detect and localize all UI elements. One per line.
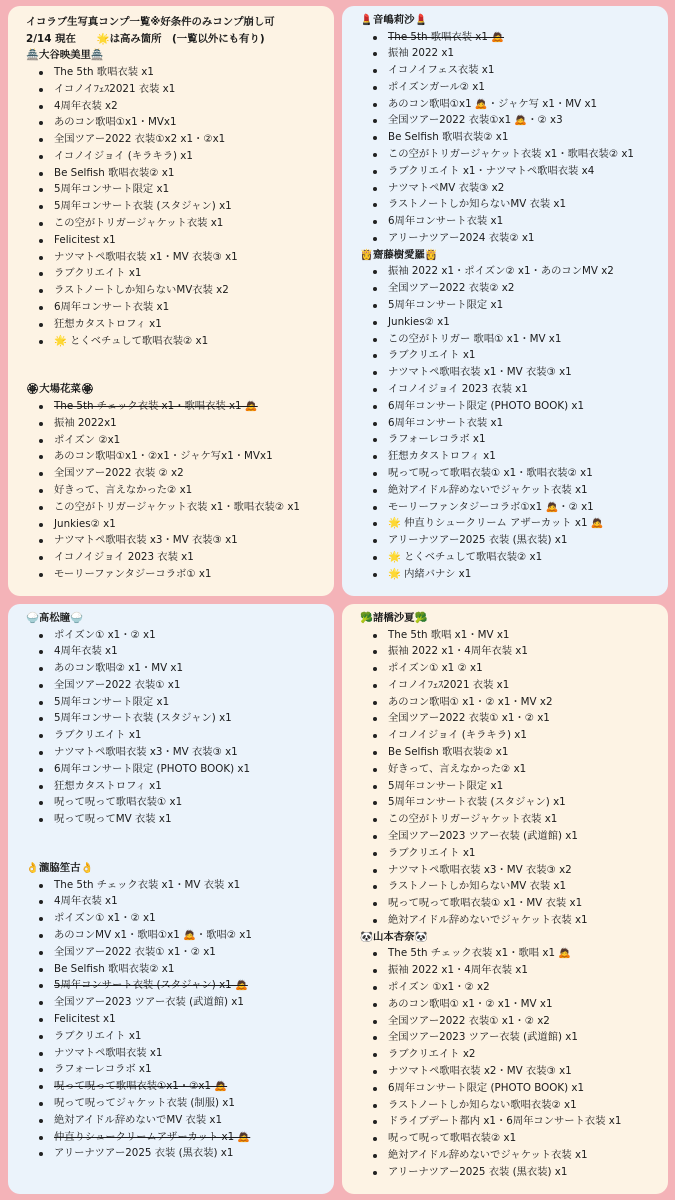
list-date-note: 2/14 現在 🌟は高み箇所 (一覧以外にも有り) — [26, 32, 265, 45]
list-item — [360, 744, 662, 761]
list-item-text: 🌟 とくベチュして歌唱衣装② x1 — [388, 550, 543, 563]
list-item-text: ラストノートしか知らないMV衣装 x2 — [54, 284, 229, 297]
panel-bottom-right — [342, 604, 668, 1194]
list-item-text: 🌟 内緒バナシ x1 — [388, 567, 472, 580]
list-item — [360, 1097, 662, 1114]
list-item — [26, 532, 328, 549]
list-item-text: 全国ツアー2022 衣装② x2 — [388, 282, 515, 295]
list-item — [26, 282, 328, 299]
list-item-text: ラフォーレコラボ x1 — [388, 433, 486, 446]
list-item-text: ナツマトペ歌唱衣装 x3・MV 衣装③ x2 — [388, 863, 572, 876]
list-item — [360, 499, 662, 516]
list-item — [26, 448, 328, 465]
list-item — [26, 232, 328, 249]
list-item-text: ドライブデート都内 x1・6周年コンサート衣装 x1 — [388, 1115, 622, 1128]
list-item — [26, 1011, 328, 1028]
list-item-text: ナツマトペ歌唱衣装 x1・MV 衣装③ x1 — [388, 366, 572, 379]
list-item — [360, 862, 662, 879]
list-item — [360, 62, 662, 79]
list-item-text: ラブクリエイト x1 — [388, 349, 476, 362]
list-item-text: この空がトリガージャケット衣装 x1 — [54, 217, 224, 230]
list-item-text: 全国ツアー2022 衣装① x1・② x1 — [54, 945, 216, 958]
list-item — [26, 811, 328, 828]
item-list — [26, 877, 328, 1163]
list-item-text: この空がトリガージャケット衣装 x1・歌唱衣装② x1 — [388, 148, 634, 161]
member-name: 👌瀧脇笙古👌 — [26, 862, 94, 875]
list-item — [26, 549, 328, 566]
list-item — [26, 249, 328, 266]
list-item-text: ラブクリエイト x1 — [54, 267, 142, 280]
member-name: 🏵大場花菜🏵 — [26, 383, 94, 396]
list-item-text: Be Selfish 歌唱衣装② x1 — [54, 962, 175, 975]
list-item-text: The 5th チェック衣装 x1・歌唱衣装 x1 🙇 — [54, 399, 258, 412]
list-item — [360, 180, 662, 197]
list-item — [26, 566, 328, 583]
list-item — [360, 196, 662, 213]
list-item-text: アリーナツアー2025 衣装 (黒衣装) x1 — [388, 1165, 568, 1178]
list-item-text: The 5th 歌唱衣装 x1 — [54, 65, 154, 78]
list-item — [26, 893, 328, 910]
list-item-text: 6周年コンサート衣装 x1 — [388, 215, 504, 228]
list-item — [26, 299, 328, 316]
list-item — [360, 566, 662, 583]
list-item — [360, 415, 662, 432]
list-item-text: Be Selfish 歌唱衣装② x1 — [388, 746, 509, 759]
list-item — [26, 627, 328, 644]
list-item — [26, 165, 328, 182]
list-item-text: Junkies② x1 — [388, 315, 450, 328]
list-item-text: 呪って呪って歌唱衣装①x1・②x1 🙇 — [54, 1080, 228, 1093]
list-item — [360, 146, 662, 163]
list-item — [360, 912, 662, 929]
list-item — [360, 263, 662, 280]
list-item — [26, 727, 328, 744]
list-item-text: アリーナツアー2024 衣装② x1 — [388, 232, 535, 245]
list-item-text: The 5th チェック衣装 x1・歌唱 x1 🙇 — [388, 947, 572, 960]
list-item — [26, 694, 328, 711]
list-item-text: あのコンMV x1・歌唱①x1 🙇・歌唱② x1 — [54, 928, 252, 941]
list-item — [360, 331, 662, 348]
list-item — [26, 794, 328, 811]
list-item — [360, 828, 662, 845]
list-item-text: モーリーファンタジーコラボ① x1 — [54, 567, 212, 580]
list-item-text: モーリーファンタジーコラボ①x1 🙇・② x1 — [388, 500, 594, 513]
list-item-text: ラブクリエイト x1 — [388, 846, 476, 859]
list-item-text: イコノイﾌｪｽ2021 衣装 x1 — [54, 82, 176, 95]
list-item-text: 呪って呪って歌唱衣装① x1 — [54, 796, 183, 809]
list-item — [26, 877, 328, 894]
list-item — [360, 347, 662, 364]
list-item-text: この空がトリガー 歌唱① x1・MV x1 — [388, 332, 562, 345]
list-item — [26, 761, 328, 778]
list-item — [360, 112, 662, 129]
list-item — [26, 961, 328, 978]
member-section — [26, 381, 328, 582]
list-item — [360, 710, 662, 727]
list-item — [26, 744, 328, 761]
list-item-text: あのコン歌唱①x1・MVx1 — [54, 116, 177, 129]
list-item-text: 好きって、言えなかった② x1 — [54, 483, 193, 496]
list-item — [360, 96, 662, 113]
list-item-text: Junkies② x1 — [54, 517, 116, 530]
list-item — [26, 1045, 328, 1062]
list-item-text: 絶対アイドル辞めないでジャケット衣装 x1 — [388, 1148, 588, 1161]
list-item — [360, 643, 662, 660]
list-item — [26, 944, 328, 961]
item-list — [360, 945, 662, 1180]
list-item — [26, 643, 328, 660]
list-item-text: ナツマトペ歌唱衣装 x1 — [54, 1046, 163, 1059]
list-item — [26, 660, 328, 677]
list-item — [26, 1061, 328, 1078]
list-item-text: 5周年コンサート限定 x1 — [54, 695, 170, 708]
list-item-text: あのコン歌唱① x1・② x1・MV x1 — [388, 997, 553, 1010]
list-item-text: 狂想カタストロフィ x1 — [388, 450, 496, 463]
list-item — [26, 415, 328, 432]
list-item — [26, 81, 328, 98]
list-item-text: 全国ツアー2022 衣装 ② x2 — [54, 467, 184, 480]
list-item-text: ナツマトペ歌唱衣装 x3・MV 衣装③ x1 — [54, 534, 238, 547]
member-section — [360, 12, 662, 247]
list-item — [26, 927, 328, 944]
list-item — [360, 1164, 662, 1181]
list-item — [360, 845, 662, 862]
list-item — [360, 532, 662, 549]
list-item — [360, 482, 662, 499]
list-item-text: 全国ツアー2022 衣装①x1 🙇・② x3 — [388, 114, 563, 127]
panel-top-left — [8, 6, 334, 596]
list-item — [26, 778, 328, 795]
member-section — [360, 610, 662, 929]
list-item-text: ポイズンガール② x1 — [388, 80, 485, 93]
list-item — [26, 499, 328, 516]
list-item-text: 4周年衣装 x2 — [54, 99, 118, 112]
list-item-text: 呪って呪って歌唱衣装① x1・歌唱衣装② x1 — [388, 466, 593, 479]
list-item — [360, 1080, 662, 1097]
member-section — [26, 47, 328, 349]
list-item-text: ラブクリエイト x2 — [388, 1048, 476, 1061]
list-item-text: 5周年コンサート衣装 (スタジャン) x1 — [388, 796, 566, 809]
list-item-text: この空がトリガージャケット衣装 x1 — [388, 813, 558, 826]
list-item-text: Be Selfish 歌唱衣装② x1 — [388, 131, 509, 144]
list-item — [26, 1095, 328, 1112]
list-item-text: 振袖 2022 x1・ポイズン② x1・あのコンMV x2 — [388, 265, 614, 278]
list-item — [26, 1145, 328, 1162]
list-item-text: 6周年コンサート衣装 x1 — [54, 301, 170, 314]
list-item-text: ナツマトペ歌唱衣装 x1・MV 衣装③ x1 — [54, 250, 238, 263]
list-item — [360, 962, 662, 979]
list-item — [360, 230, 662, 247]
list-item-text: 振袖 2022 x1 — [388, 47, 454, 60]
list-item-text: あのコン歌唱② x1・MV x1 — [54, 662, 184, 675]
list-item — [360, 45, 662, 62]
list-item-text: 4周年衣装 x1 — [54, 645, 118, 658]
list-item — [360, 1063, 662, 1080]
list-item-text: 5周年コンサート衣装 (スタジャン) x1 🙇 — [54, 979, 248, 992]
item-list — [360, 627, 662, 929]
list-item-text: ラブクリエイト x1 — [54, 1029, 142, 1042]
list-item-text: 呪って呪ってMV 衣装 x1 — [54, 813, 172, 826]
member-section — [26, 610, 328, 828]
list-item — [360, 794, 662, 811]
list-item — [26, 215, 328, 232]
list-item-text: あのコン歌唱①x1 🙇・ジャケ写 x1・MV x1 — [388, 97, 598, 110]
list-item-text: The 5th 歌唱衣装 x1 🙇 — [388, 30, 505, 43]
list-item-text: ラストノートしか知らないMV 衣装 x1 — [388, 198, 567, 211]
item-list — [360, 263, 662, 582]
list-item — [26, 1129, 328, 1146]
list-title: イコラブ生写真コンプ一覧※好条件のみコンプ崩し可 — [26, 16, 275, 28]
list-item-text: ポイズン ②x1 — [54, 433, 121, 446]
list-item-text: イコノイジョイ (キラキラ) x1 — [388, 729, 527, 742]
list-item-text: ナツマトペ歌唱衣装 x2・MV 衣装③ x1 — [388, 1064, 572, 1077]
member-name: 🍚髙松瞳🍚 — [26, 612, 84, 624]
list-item — [360, 811, 662, 828]
list-item — [26, 465, 328, 482]
list-item — [26, 316, 328, 333]
list-item — [360, 1013, 662, 1030]
list-item-text: ラストノートしか知らないMV 衣装 x1 — [388, 880, 567, 893]
list-item-text: ラフォーレコラボ x1 — [54, 1063, 152, 1076]
list-item-text: 6周年コンサート衣装 x1 — [388, 416, 504, 429]
list-item-text: 仲直りシュークリームアザーカット x1 🙇 — [54, 1130, 251, 1143]
list-item — [26, 131, 328, 148]
list-item-text: イコノイジョイ (キラキラ) x1 — [54, 149, 193, 162]
list-item — [360, 727, 662, 744]
list-item — [26, 181, 328, 198]
list-item — [26, 910, 328, 927]
list-item — [26, 710, 328, 727]
list-item — [26, 977, 328, 994]
list-item — [26, 1078, 328, 1095]
list-item — [26, 198, 328, 215]
list-item — [26, 398, 328, 415]
item-list — [26, 64, 328, 350]
list-item-text: イコノイフェス衣装 x1 — [388, 64, 495, 77]
list-item-text: 振袖 2022x1 — [54, 416, 117, 429]
list-item-text: 呪って呪って歌唱衣装② x1 — [388, 1132, 517, 1145]
list-item — [26, 994, 328, 1011]
list-item — [26, 482, 328, 499]
member-section — [26, 860, 328, 1162]
list-item — [360, 1130, 662, 1147]
list-item-text: Be Selfish 歌唱衣装② x1 — [54, 166, 175, 179]
item-list — [360, 29, 662, 247]
list-item-text: 5周年コンサート衣装 (スタジャン) x1 — [54, 200, 232, 213]
list-item — [360, 1113, 662, 1130]
panel-bottom-left — [8, 604, 334, 1194]
list-item-text: 狂想カタストロフィ x1 — [54, 317, 162, 330]
list-item — [360, 129, 662, 146]
list-item — [360, 381, 662, 398]
list-item-text: 4周年衣装 x1 — [54, 895, 118, 908]
list-item — [360, 1029, 662, 1046]
list-item — [360, 1046, 662, 1063]
list-item-text: Felicitest x1 — [54, 233, 116, 246]
member-section — [360, 247, 662, 583]
list-item-text: あのコン歌唱① x1・② x1・MV x2 — [388, 695, 553, 708]
member-name: 🥦諸橋沙夏🥦 — [360, 612, 428, 624]
list-item — [26, 148, 328, 165]
list-item — [26, 1112, 328, 1129]
list-item — [360, 878, 662, 895]
list-item-text: ポイズン① x1・② x1 — [54, 628, 156, 641]
list-item — [360, 465, 662, 482]
list-item — [360, 29, 662, 46]
list-item-text: イコノイジョイ 2023 衣装 x1 — [388, 382, 528, 395]
list-item — [360, 515, 662, 532]
list-item-text: 5周年コンサート限定 x1 — [388, 298, 504, 311]
member-section — [360, 929, 662, 1181]
list-item-text: 狂想カタストロフィ x1 — [54, 779, 162, 792]
list-item-text: ポイズン① x1・② x1 — [54, 912, 156, 925]
list-item — [360, 79, 662, 96]
member-name: 🏯大谷映美里🏯 — [26, 49, 104, 62]
list-item-text: イコノイﾌｪｽ2021 衣装 x1 — [388, 678, 510, 691]
panel-top-right — [342, 6, 668, 596]
list-item-text: 全国ツアー2022 衣装① x1 — [54, 678, 181, 691]
list-item — [360, 297, 662, 314]
list-item-text: イコノイジョイ 2023 衣装 x1 — [54, 551, 194, 564]
list-item-text: 呪って呪って歌唱衣装① x1・MV 衣装 x1 — [388, 897, 583, 910]
list-item-text: 全国ツアー2022 衣装① x1・② x1 — [388, 712, 550, 725]
member-name: 💄音嶋莉沙💄 — [360, 14, 428, 26]
list-item-text: 絶対アイドル辞めないでMV 衣装 x1 — [54, 1113, 223, 1126]
list-item-text: ナツマトペMV 衣装③ x2 — [388, 181, 505, 194]
list-item — [26, 516, 328, 533]
list-item-text: 全国ツアー2023 ツアー衣装 (武道館) x1 — [388, 1031, 578, 1044]
list-item — [360, 996, 662, 1013]
list-item-text: 5周年コンサート衣装 (スタジャン) x1 — [54, 712, 232, 725]
list-item-text: 呪って呪ってジャケット衣装 (制服) x1 — [54, 1096, 235, 1109]
list-item — [360, 778, 662, 795]
list-item — [360, 549, 662, 566]
list-item-text: 6周年コンサート限定 (PHOTO BOOK) x1 — [388, 399, 585, 412]
list-item — [360, 979, 662, 996]
list-item — [360, 945, 662, 962]
list-item — [26, 114, 328, 131]
member-name: 🐼山本杏奈🐼 — [360, 930, 428, 943]
list-item-text: 全国ツアー2023 ツアー衣装 (武道館) x1 — [54, 996, 244, 1009]
list-item-text: 全国ツアー2022 衣装①x2 x1・②x1 — [54, 133, 226, 146]
list-item — [360, 364, 662, 381]
list-item — [26, 432, 328, 449]
item-list — [26, 398, 328, 583]
list-item — [360, 694, 662, 711]
list-item-text: ラブクリエイト x1 — [54, 729, 142, 742]
list-item — [26, 333, 328, 350]
list-item — [360, 398, 662, 415]
list-item-text: ラブクリエイト x1・ナツマトペ歌唱衣装 x4 — [388, 164, 595, 177]
member-name: 👸齋藤樹愛羅👸 — [360, 248, 438, 261]
list-item — [360, 660, 662, 677]
list-item — [26, 98, 328, 115]
list-item-text: 🌟 とくベチュして歌唱衣装② x1 — [54, 334, 209, 347]
list-item-text: 好きって、言えなかった② x1 — [388, 762, 527, 775]
list-item-text: 5周年コンサート限定 x1 — [54, 183, 170, 196]
list-item — [360, 761, 662, 778]
list-item-text: この空がトリガージャケット衣装 x1・歌唱衣装② x1 — [54, 500, 300, 513]
list-item-text: The 5th 歌唱 x1・MV x1 — [388, 628, 510, 641]
list-item-text: ポイズン ①x1・② x2 — [388, 980, 490, 993]
list-item-text: アリーナツアー2025 衣装 (黒衣装) x1 — [388, 534, 568, 547]
item-list — [26, 627, 328, 829]
list-item — [360, 213, 662, 230]
list-item-text: 全国ツアー2022 衣装① x1・② x2 — [388, 1014, 550, 1027]
list-item — [360, 314, 662, 331]
list-item-text: ポイズン① x1 ② x1 — [388, 662, 483, 675]
list-item-text: あのコン歌唱①x1・②x1・ジャケ写x1・MVx1 — [54, 450, 273, 463]
list-item-text: Felicitest x1 — [54, 1012, 116, 1025]
list-item-text: The 5th チェック衣装 x1・MV 衣装 x1 — [54, 878, 241, 891]
list-item — [26, 265, 328, 282]
list-item-text: 振袖 2022 x1・4周年衣装 x1 — [388, 964, 528, 977]
list-item-text: 6周年コンサート限定 (PHOTO BOOK) x1 — [388, 1081, 585, 1094]
list-item-text: ラストノートしか知らない歌唱衣装② x1 — [388, 1098, 577, 1111]
list-item — [360, 431, 662, 448]
list-item — [26, 677, 328, 694]
list-item — [26, 64, 328, 81]
list-item-text: アリーナツアー2025 衣装 (黒衣装) x1 — [54, 1147, 234, 1160]
list-item-text: 振袖 2022 x1・4周年衣装 x1 — [388, 645, 528, 658]
list-item — [360, 895, 662, 912]
list-item-text: 絶対アイドル辞めないでジャケット衣装 x1 — [388, 914, 588, 927]
list-item — [360, 280, 662, 297]
list-item-text: 全国ツアー2023 ツアー衣装 (武道館) x1 — [388, 830, 578, 843]
list-item — [360, 677, 662, 694]
list-item-text: 🌟 仲直りシュークリーム アザーカット x1 🙇 — [388, 517, 604, 530]
list-item — [360, 448, 662, 465]
list-item-text: 絶対アイドル辞めないでジャケット衣装 x1 — [388, 483, 588, 496]
list-item-text: 5周年コンサート限定 x1 — [388, 779, 504, 792]
list-item — [360, 1147, 662, 1164]
list-item — [26, 1028, 328, 1045]
list-item — [360, 627, 662, 644]
list-item-text: 6周年コンサート限定 (PHOTO BOOK) x1 — [54, 762, 251, 775]
list-item-text: ナツマトペ歌唱衣装 x3・MV 衣装③ x1 — [54, 746, 238, 759]
list-item — [360, 163, 662, 180]
